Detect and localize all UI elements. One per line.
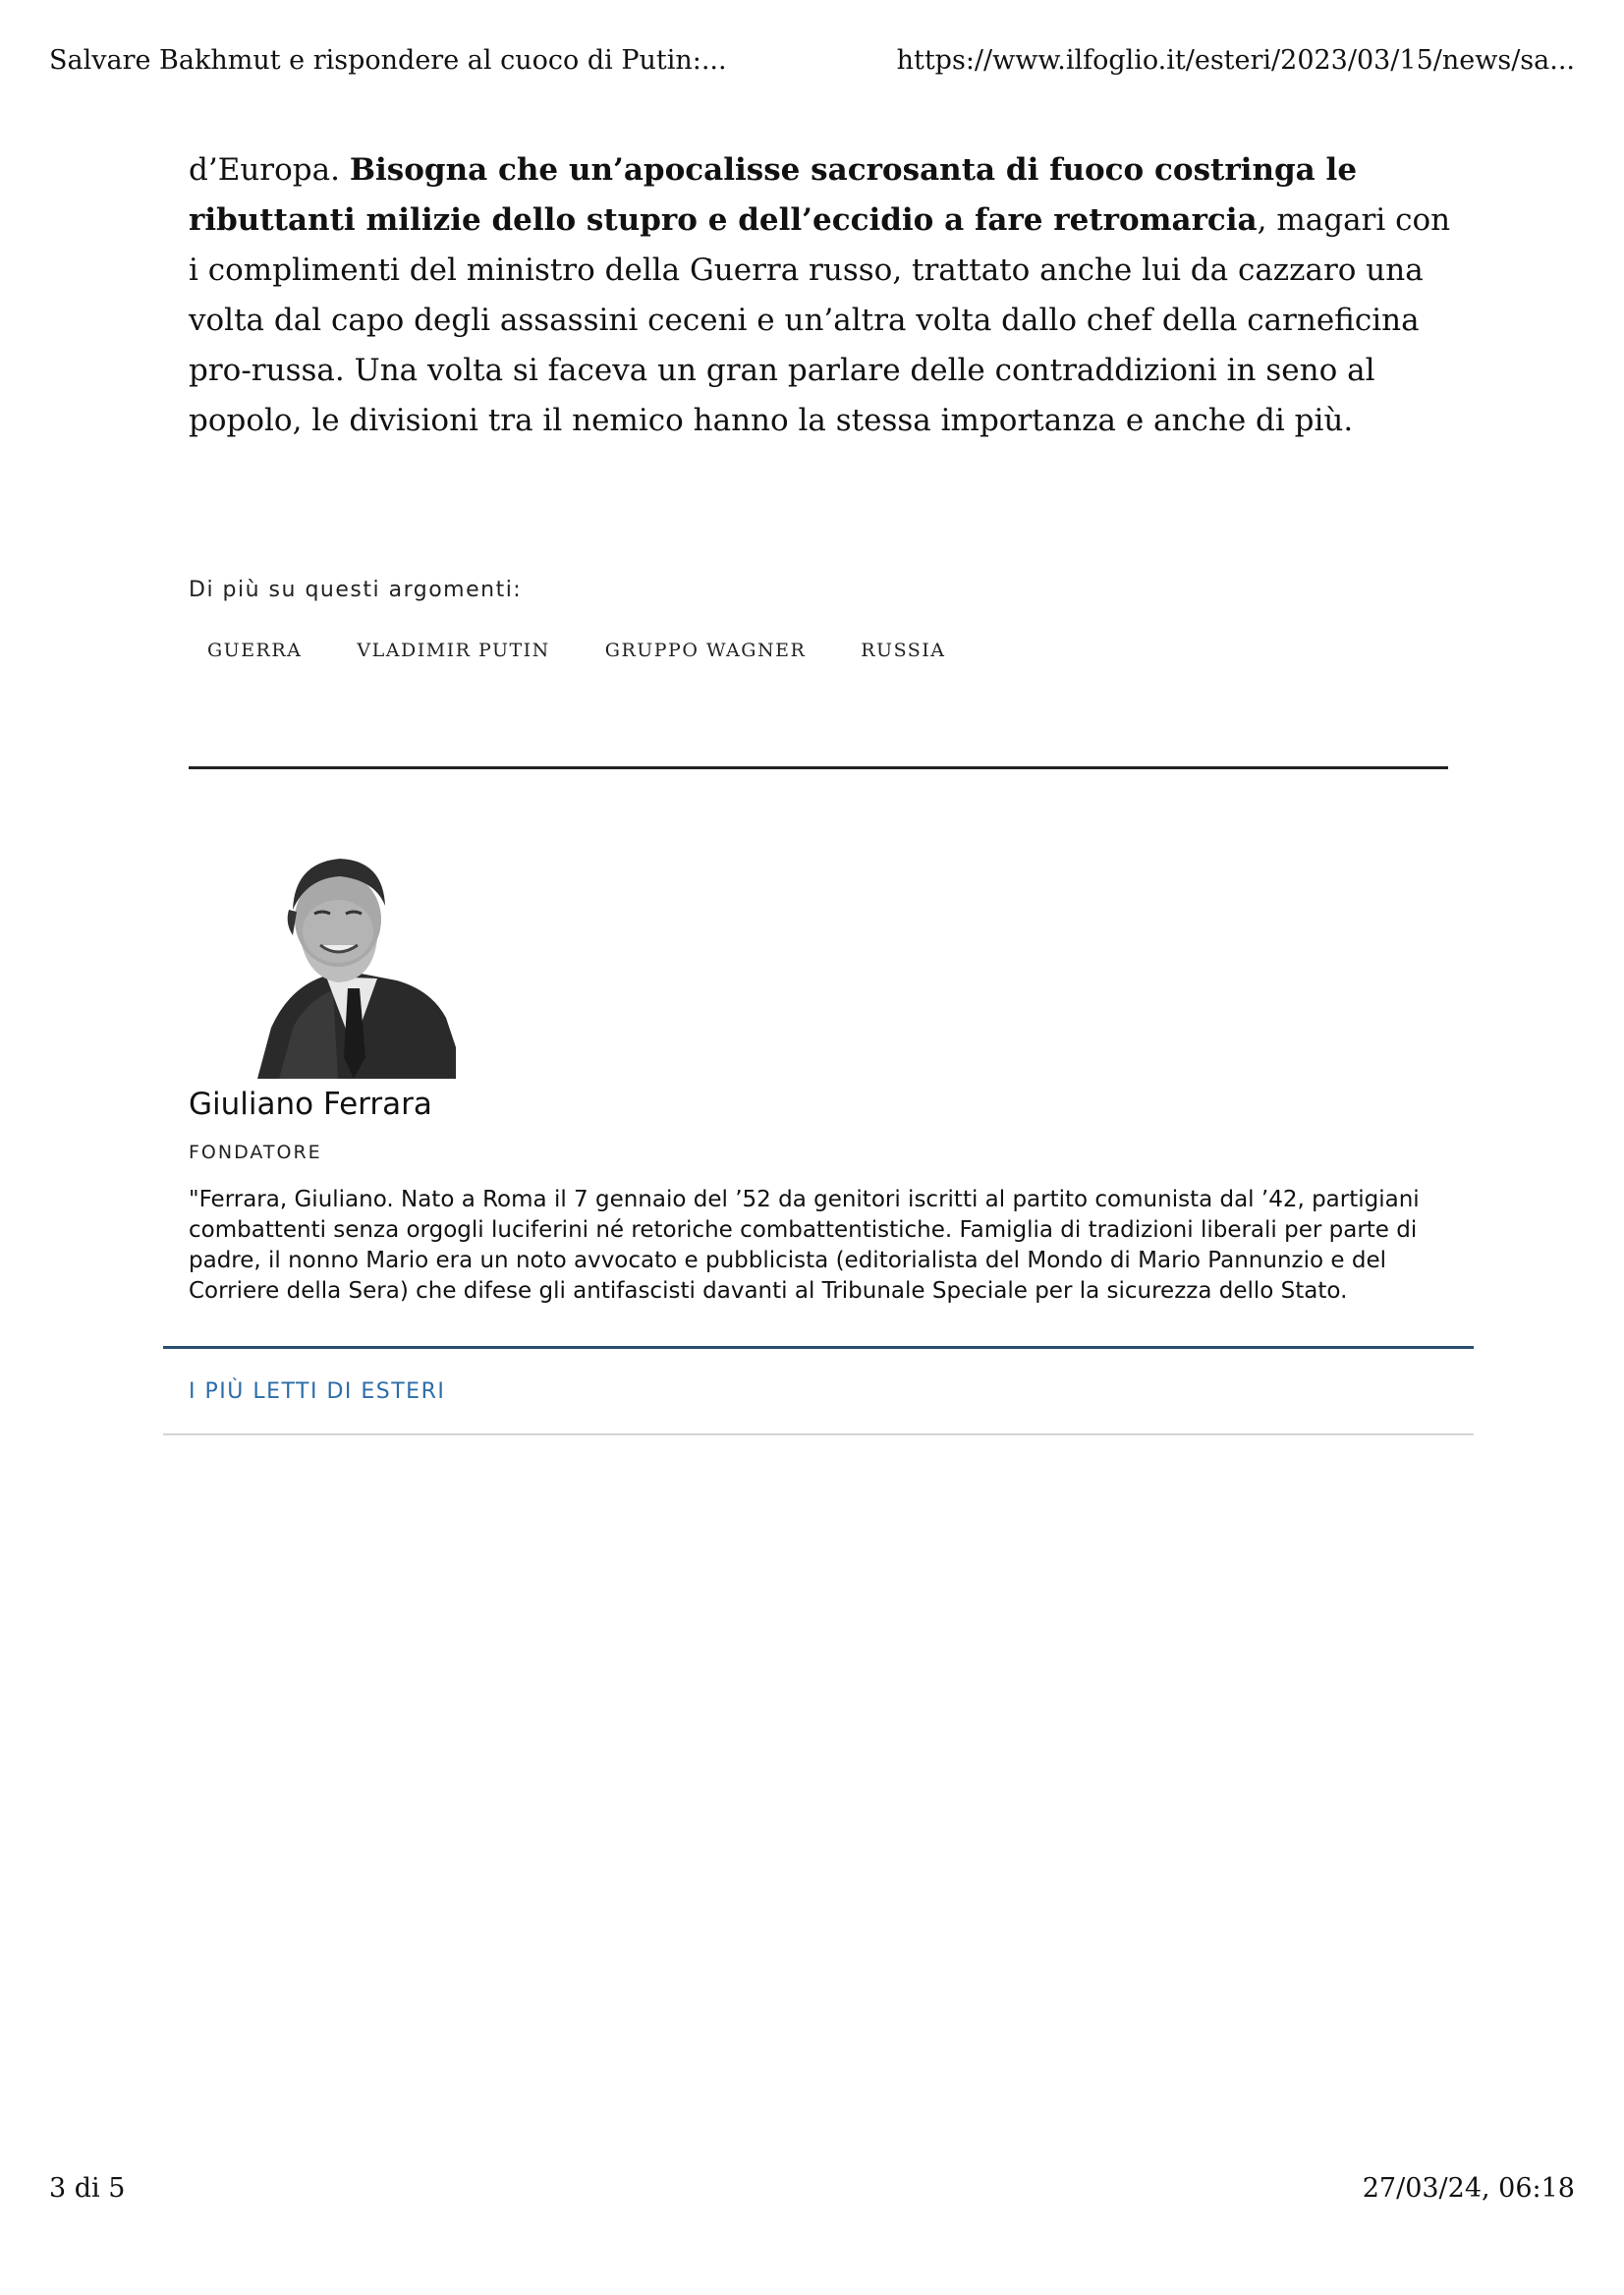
topics-label: Di più su questi argomenti: bbox=[189, 578, 523, 602]
tag-list bbox=[189, 640, 1456, 661]
tag-link[interactable]: GUERRA bbox=[207, 640, 303, 661]
author-name[interactable]: Giuliano Ferrara bbox=[189, 1087, 432, 1122]
print-header bbox=[49, 45, 1575, 84]
most-read-bottom-divider bbox=[163, 1433, 1474, 1435]
author-bio: "Ferrara, Giuliano. Nato a Roma il 7 gennaio del ’52 da genitori iscritti al partito comunista dal ’42, partigiani combattenti senza orgogli luciferini né retoriche combattentistiche. Famiglia di tradizioni liberali per parte di padre, il nonno Mario era un noto avvocato e pubblicista (editorialista del Mondo di Mario Pannunzio e del Corriere della Sera) che difese gli antifascisti davanti al Tribunale Speciale per la sicurezza dello Stato. bbox=[189, 1187, 1420, 1304]
section-divider bbox=[189, 766, 1448, 769]
most-read-heading[interactable]: I PIÙ LETTI DI ESTERI bbox=[189, 1379, 446, 1404]
author-photo[interactable] bbox=[250, 851, 456, 1079]
print-page-url: https://www.ilfoglio.it/esteri/2023/03/15/news/sa... bbox=[896, 45, 1575, 76]
topics-section bbox=[189, 578, 1456, 661]
tag-link[interactable]: VLADIMIR PUTIN bbox=[357, 640, 550, 661]
print-page-title: Salvare Bakhmut e rispondere al cuoco di Putin:... bbox=[49, 45, 727, 76]
tag-link[interactable]: GRUPPO WAGNER bbox=[604, 640, 807, 661]
print-datetime: 27/03/24, 06:18 bbox=[1362, 2173, 1575, 2204]
page-number: 3 di 5 bbox=[49, 2173, 126, 2204]
author-role: FONDATORE bbox=[189, 1142, 322, 1163]
article-body bbox=[189, 145, 1456, 446]
most-read-top-divider bbox=[163, 1346, 1474, 1349]
tag-link[interactable]: RUSSIA bbox=[861, 640, 946, 661]
print-footer bbox=[49, 2173, 1575, 2212]
article-text-intro: d’Europa. bbox=[189, 152, 350, 188]
article-text-bold: Bisogna che un’apocalisse sacrosanta di fuoco costringa le ributtanti milizie dello stupro e dell’eccidio a fare retromarcia bbox=[189, 152, 1358, 238]
article-text-rest: , magari con i complimenti del ministro della Guerra russo, trattato anche lui da cazzaro una volta dal capo degli assassini ceceni e un’altra volta dallo chef della carneficina pro-russa. Una volta si faceva un gran parlare delle contraddizioni in seno al popolo, le divisioni tra il nemico hanno la stessa importanza e anche di più. bbox=[189, 202, 1451, 438]
